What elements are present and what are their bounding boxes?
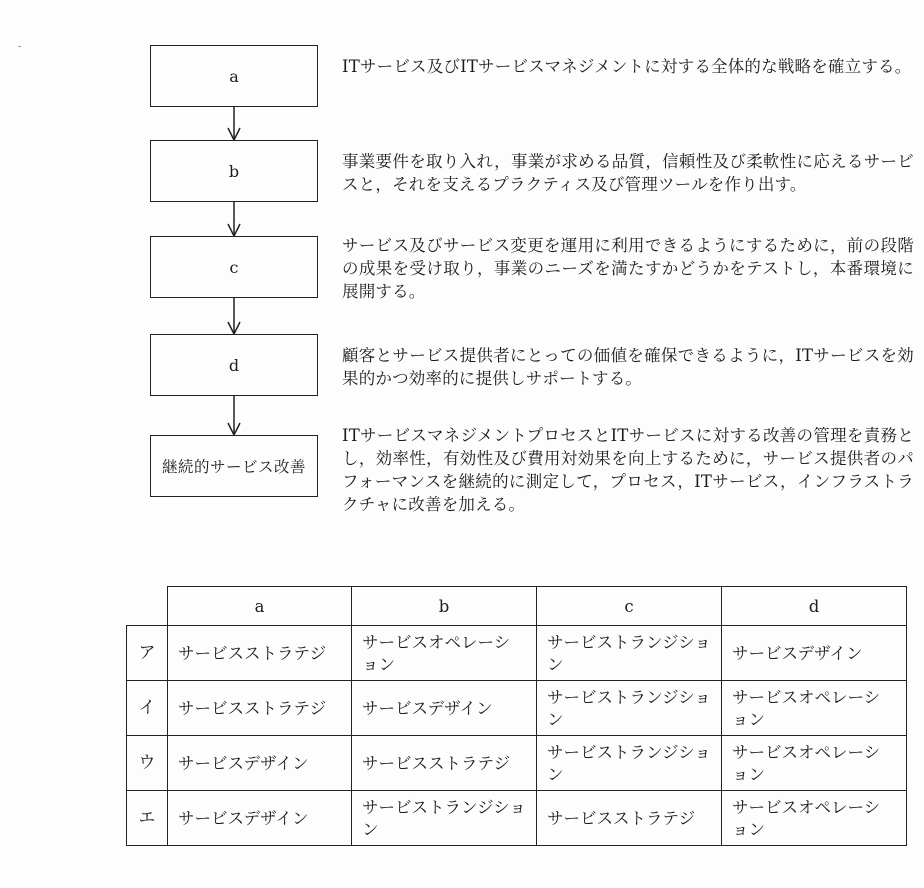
step-description-b: 事業要件を取り入れ，事業が求める品質，信頼性及び柔軟性に応えるサービスと，それを支えるプラクティス及び管理ツールを作り出す。 xyxy=(342,152,914,194)
answer-table xyxy=(126,586,907,846)
column-header-d: d xyxy=(722,587,907,626)
table-corner-cell xyxy=(127,587,168,626)
column-header-a: a xyxy=(168,587,352,626)
step-box-continual-improvement: 継続的サービス改善 xyxy=(150,435,318,497)
table-cell: サービストランジション xyxy=(352,791,537,846)
arrow-c-d xyxy=(228,298,240,334)
arrow-d-csi xyxy=(228,396,240,435)
step-box-d: d xyxy=(150,334,318,396)
answer-row-a xyxy=(127,626,907,681)
table-cell: サービスストラテジ xyxy=(168,681,352,736)
table-cell: サービストランジション xyxy=(537,626,722,681)
choice-label: ア xyxy=(127,626,168,681)
table-cell: サービスストラテジ xyxy=(168,626,352,681)
table-cell: サービストランジション xyxy=(537,681,722,736)
arrow-b-c xyxy=(228,202,240,236)
table-cell: サービストランジション xyxy=(537,736,722,791)
column-header-b: b xyxy=(352,587,537,626)
step-description-c: サービス及びサービス変更を運用に利用できるようにするために，前の段階の成果を受け取り，事業のニーズを満たすかどうかをテストし，本番環境に展開する。 xyxy=(342,236,914,301)
answer-row-e xyxy=(127,791,907,846)
step-description-a: ITサービス及びITサービスマネジメントに対する全体的な戦略を確立する。 xyxy=(342,57,912,76)
step-box-c: c xyxy=(150,236,318,298)
table-cell: サービスオペレーション xyxy=(722,736,907,791)
table-cell: サービスオペレーション xyxy=(352,626,537,681)
choice-label: エ xyxy=(127,791,168,846)
table-cell: サービスデザイン xyxy=(168,736,352,791)
table-cell: サービスストラテジ xyxy=(352,736,537,791)
choice-label: ウ xyxy=(127,736,168,791)
step-description-continual-improvement: ITサービスマネジメントプロセスとITサービスに対する改善の管理を責務とし，効率性，有効性及び費用対効果を向上するために，サービス提供者のパフォーマンスを継続的に測定して，プロセス，ITサービス，インフラストラクチャに改善を加える。 xyxy=(342,426,914,514)
table-header-row xyxy=(127,587,907,626)
table-cell: サービスデザイン xyxy=(352,681,537,736)
step-box-b: b xyxy=(150,140,318,202)
answer-row-i xyxy=(127,681,907,736)
column-header-c: c xyxy=(537,587,722,626)
table-cell: サービスストラテジ xyxy=(537,791,722,846)
step-description-d: 顧客とサービス提供者にとっての価値を確保できるように，ITサービスを効果的かつ効率的に提供しサポートする。 xyxy=(342,346,914,388)
table-cell: サービスオペレーション xyxy=(722,681,907,736)
step-box-a: a xyxy=(150,45,318,107)
answer-row-u xyxy=(127,736,907,791)
table-cell: サービスデザイン xyxy=(168,791,352,846)
choice-label: イ xyxy=(127,681,168,736)
table-cell: サービスデザイン xyxy=(722,626,907,681)
arrow-a-b xyxy=(228,107,240,140)
table-cell: サービスオペレーション xyxy=(722,791,907,846)
